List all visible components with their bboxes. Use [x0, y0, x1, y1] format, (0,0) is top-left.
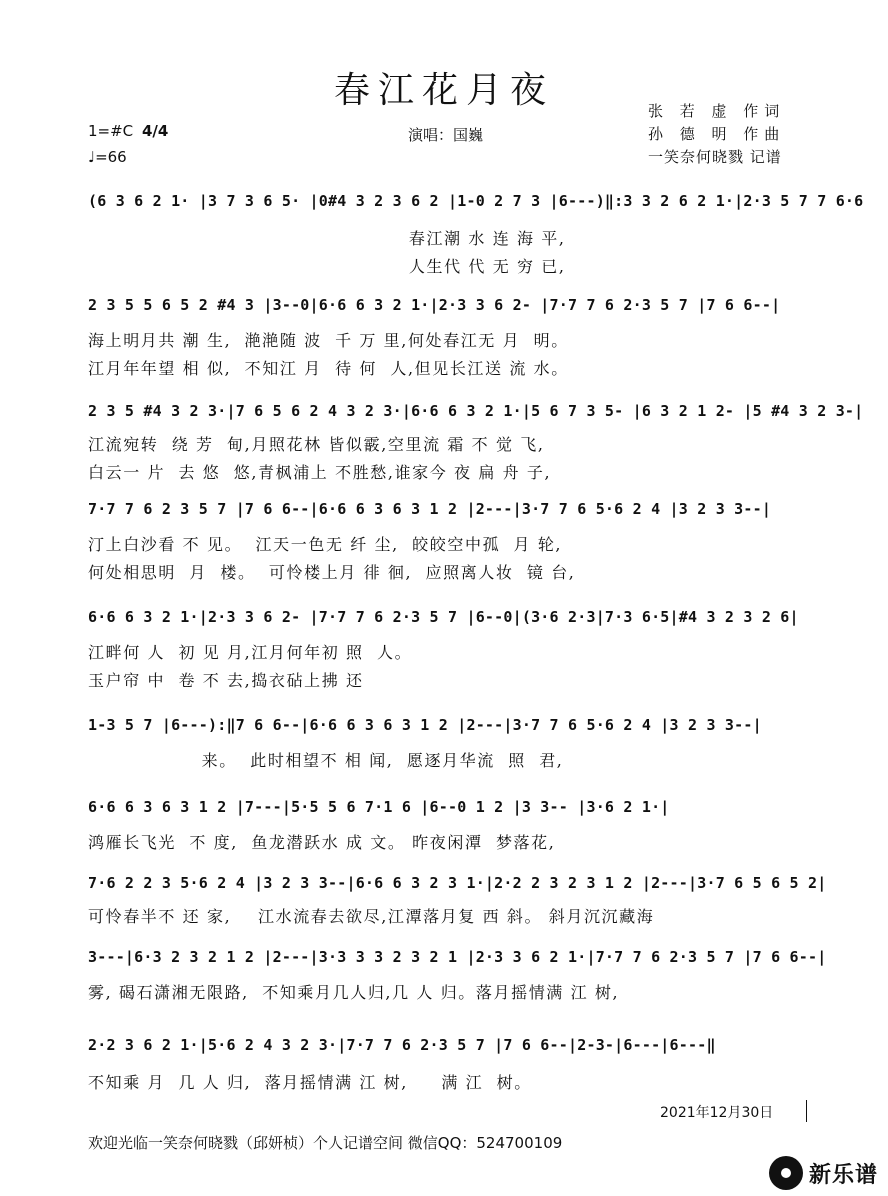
date-stamp: 2021年12月30日	[660, 1105, 774, 1121]
lyric-line-2-verse-1: 海上明月共 潮 生, 滟滟随 波 千 万 里,何处春江无 月 明。	[88, 331, 569, 350]
lyric-line-1-verse-1: 春江潮 水 连 海 平,	[88, 229, 566, 248]
notation-line-8: 7·6 2 2 3 5·6 2 4 |3 2 3 3--|6·6 6 3 2 3 1·|2·2 2 3 2 3 1 2 |2---|3·7 6 5 6 5 2|	[88, 874, 827, 892]
logo-text: 新乐谱	[808, 1162, 878, 1188]
lyric-line-1-verse-2: 人生代 代 无 穷 已,	[88, 257, 566, 276]
site-logo	[769, 1156, 878, 1190]
page-title: 春江花月夜	[333, 70, 554, 111]
notation-line-6: 1-3 5 7 |6---):‖7 6 6--|6·6 6 3 6 3 1 2 |2---|3·7 7 6 5·6 2 4 |3 2 3 3--|	[88, 716, 762, 734]
notation-line-7: 6·6 6 3 6 3 1 2 |7---|5·5 5 6 7·1 6 |6--0 1 2 |3 3-- |3·6 2 1·|	[88, 798, 670, 816]
record-disc-icon	[769, 1156, 803, 1190]
lyric-line-7: 鸿雁长飞光 不 度, 鱼龙潜跃水 成 文。 昨夜闲潭 梦落花,	[88, 833, 556, 852]
time-signature: 4/4	[141, 122, 169, 140]
notation-line-9: 3---|6·3 2 3 2 1 2 |2---|3·3 3 3 2 3 2 1 |2·3 3 6 2 1·|7·7 7 6 2·3 5 7 |7 6 6--|	[88, 948, 827, 966]
lyric-line-8: 可怜春半不 还 家, 江水流春去欲尽,江潭落月复 西 斜。 斜月沉沉藏海	[88, 907, 655, 926]
tempo-marking: ♩=66	[88, 148, 127, 166]
date-rule	[806, 1100, 807, 1122]
lyric-line-3-verse-2: 白云一 片 去 悠 悠,青枫浦上 不胜愁,谁家今 夜 扁 舟 子,	[88, 463, 552, 482]
key-label: 1=#C	[88, 122, 134, 140]
lyric-line-4-verse-2: 何处相思明 月 楼。 可怜楼上月 徘 徊, 应照离人妆 镜 台,	[88, 563, 576, 582]
lyric-line-5-verse-2: 玉户帘 中 卷 不 去,捣衣砧上拂 还	[88, 671, 364, 690]
notation-line-3: 2 3 5 #4 3 2 3·|7 6 5 6 2 4 3 2 3·|6·6 6 3 2 1·|5 6 7 3 5- |6 3 2 1 2- |5 #4 3 2 3-|	[88, 402, 864, 420]
lyric-line-10: 不知乘 月 几 人 归, 落月摇情满 江 树, 满 江 树。	[88, 1073, 532, 1092]
lyric-line-3-verse-1: 江流宛转 绕 芳 甸,月照花林 皆似霰,空里流 霜 不 觉 飞,	[88, 435, 545, 454]
credit-composer: 孙 德 明 作曲	[648, 125, 786, 143]
notation-line-10: 2·2 3 6 2 1·|5·6 2 4 3 2 3·|7·7 7 6 2·3 5 7 |7 6 6--|2-3-|6---|6---‖	[88, 1036, 716, 1054]
credit-transcriber: 一笑奈何晓戮 记谱	[648, 148, 782, 166]
key-signature	[88, 122, 168, 140]
lyric-line-2-verse-2: 江月年年望 相 似, 不知江 月 待 何 人,但见长江送 流 水。	[88, 359, 569, 378]
lyric-line-5-verse-1: 江畔何 人 初 见 月,江月何年初 照 人。	[88, 643, 413, 662]
notation-line-1: (6 3 6 2 1· |3 7 3 6 5· |0#4 3 2 3 6 2 |1-0 2 7 3 |6---)‖:3 3 2 6 2 1·|2·3 5 7 7 6·6	[88, 192, 864, 210]
notation-line-4: 7·7 7 6 2 3 5 7 |7 6 6--|6·6 6 3 6 3 1 2 |2---|3·7 7 6 5·6 2 4 |3 2 3 3--|	[88, 500, 772, 518]
notation-line-2: 2 3 5 5 6 5 2 #4 3 |3--0|6·6 6 3 2 1·|2·3 3 6 2- |7·7 7 6 2·3 5 7 |7 6 6--|	[88, 296, 781, 314]
notation-line-5: 6·6 6 3 2 1·|2·3 3 6 2- |7·7 7 6 2·3 5 7 |6--0|(3·6 2·3|7·3 6·5|#4 3 2 3 2 6|	[88, 608, 799, 626]
performer: 演唱：国巍	[408, 126, 484, 144]
footer-text: 欢迎光临一笑奈何晓戮（邱妍桢）个人记谱空间 微信QQ：524700109	[88, 1134, 563, 1152]
credit-lyricist: 张 若 虚 作词	[648, 102, 786, 120]
lyric-line-9: 雾, 碣石潇湘无限路, 不知乘月几人归,几 人 归。落月摇情满 江 树,	[88, 983, 620, 1002]
lyric-line-4-verse-1: 汀上白沙看 不 见。 江天一色无 纤 尘, 皎皎空中孤 月 轮,	[88, 535, 563, 554]
lyric-line-6: 来。 此时相望不 相 闻, 愿逐月华流 照 君,	[88, 751, 564, 770]
